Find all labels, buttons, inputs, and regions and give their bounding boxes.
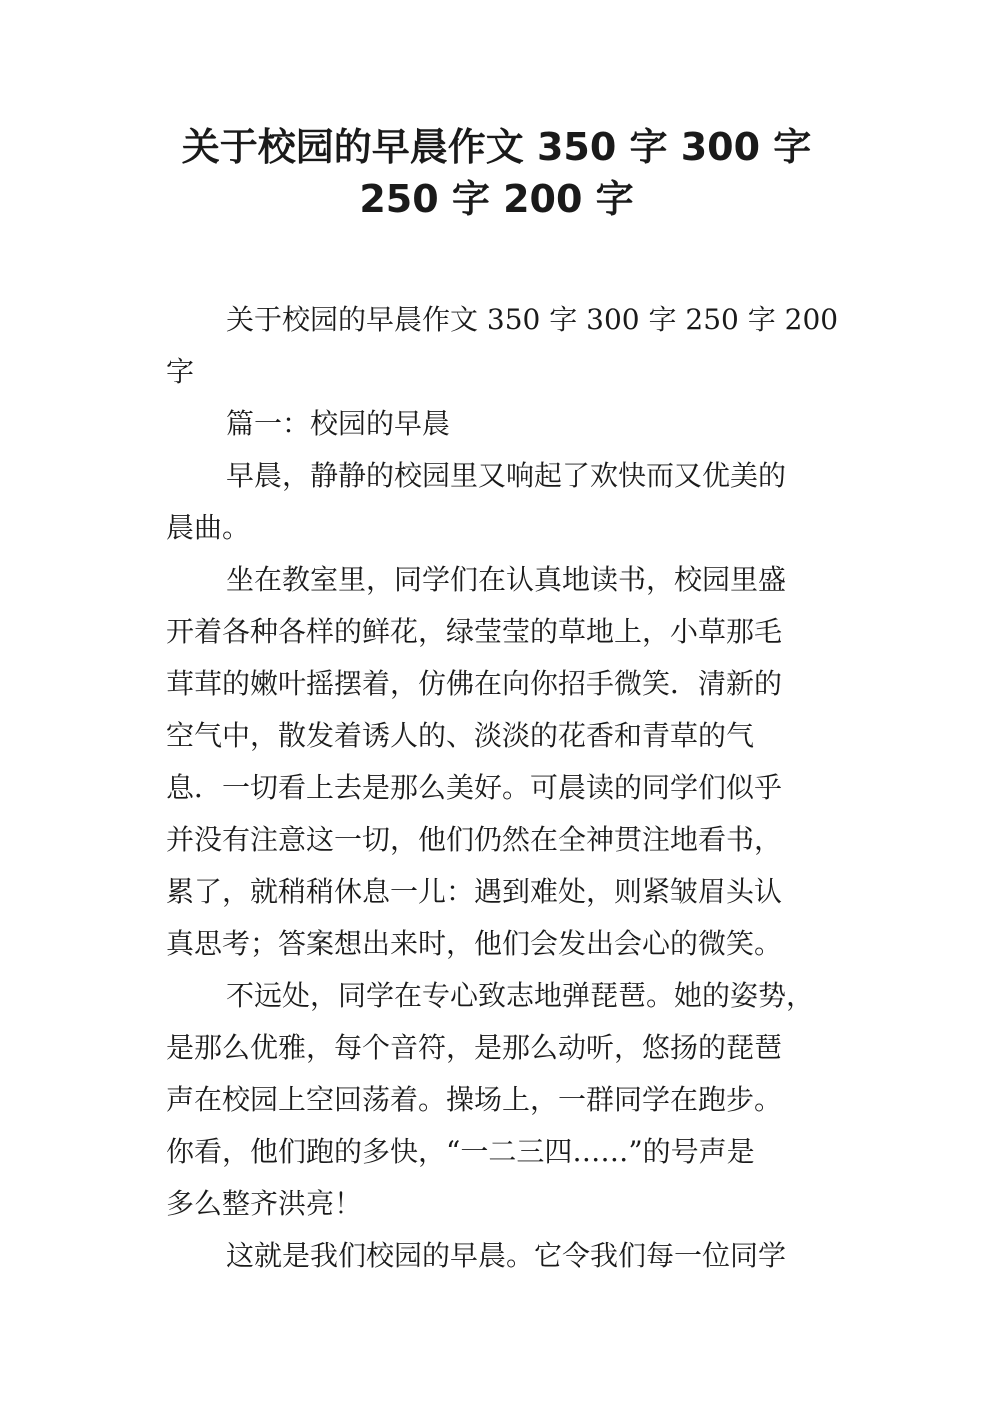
body-line: 声在校园上空回荡着。操场上，一群同学在跑步。 xyxy=(166,1083,783,1116)
section-heading: 篇一：校园的早晨 xyxy=(226,407,451,440)
body-line: 空气中，散发着诱人的、淡淡的花香和青草的气 xyxy=(166,719,755,752)
body-line: 坐在教室里，同学们在认真地读书，校园里盛 xyxy=(226,563,787,596)
document-title xyxy=(0,120,993,224)
body-line: 并没有注意这一切，他们仍然在全神贯注地看书， xyxy=(166,823,783,856)
body-line: 多么整齐洪亮！ xyxy=(166,1187,363,1220)
body-line: 这就是我们校园的早晨。它令我们每一位同学 xyxy=(226,1239,787,1272)
body-line: 真思考；答案想出来时，他们会发出会心的微笑。 xyxy=(166,927,783,960)
body-line: 晨曲。 xyxy=(166,511,251,544)
body-line: 是那么优雅，每个音符，是那么动听，悠扬的琵琶 xyxy=(166,1031,783,1064)
title-line-2: 250 字 200 字 xyxy=(359,177,634,221)
title-line-1: 关于校园的早晨作文 350 字 300 字 xyxy=(181,125,812,169)
body-line: 你看，他们跑的多快，“一二三四……”的号声是 xyxy=(166,1135,755,1168)
body-line: 息．一切看上去是那么美好。可晨读的同学们似乎 xyxy=(166,771,783,804)
body-line: 累了，就稍稍休息一儿：遇到难处，则紧皱眉头认 xyxy=(166,875,783,908)
body-line: 字 xyxy=(166,355,195,388)
document-body xyxy=(166,294,839,1282)
body-line: 早晨，静静的校园里又响起了欢快而又优美的 xyxy=(226,459,787,492)
body-line: 开着各种各样的鲜花，绿莹莹的草地上，小草那毛 xyxy=(166,615,783,648)
body-line: 关于校园的早晨作文 350 字 300 字 250 字 200 xyxy=(226,303,839,336)
body-line: 茸茸的嫩叶摇摆着，仿佛在向你招手微笑．清新的 xyxy=(166,667,783,700)
body-line: 不远处，同学在专心致志地弹琵琶。她的姿势， xyxy=(226,979,815,1012)
